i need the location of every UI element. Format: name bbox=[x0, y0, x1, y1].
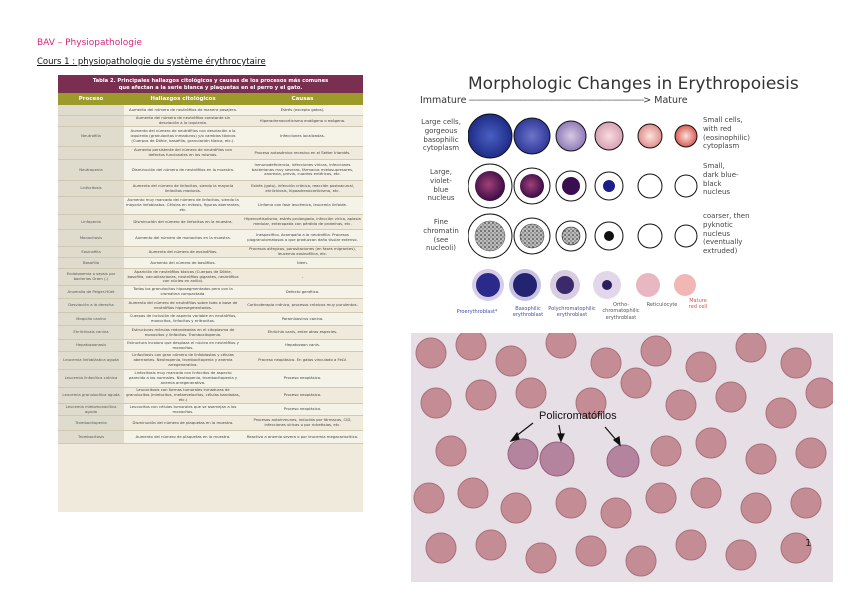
stage-label-orthochromatophilic: Ortho- chromatophilic erythroblast bbox=[602, 302, 640, 321]
cell-causas: Corticoterapia crónica, procesos crónicos muy purulentos. bbox=[247, 302, 358, 308]
nucleus-row bbox=[468, 164, 697, 208]
cell-hallazgos: Aumento del número de neutrófilos constante sin desviación a la izquierda. bbox=[135, 116, 231, 125]
cell-causas: Proceso neoplásico. bbox=[242, 404, 363, 415]
red-blood-cell bbox=[716, 382, 746, 412]
table-row bbox=[58, 388, 363, 404]
red-blood-cell bbox=[436, 436, 466, 466]
table-row bbox=[58, 404, 363, 416]
cell-hallazgos: Estructuras mórulas redondeadas en el citoplasma de monocitos y linfocitos. Trombocitopenia. bbox=[131, 326, 235, 337]
table-row bbox=[58, 313, 363, 326]
red-blood-cell bbox=[516, 378, 546, 408]
cell-hallazgos: Todos los granulocitos hiposegmentados pero con la cromatina compactada. bbox=[124, 286, 242, 298]
table-row bbox=[58, 326, 363, 340]
cell-proceso: Trombocitosis bbox=[58, 431, 124, 443]
cell-proceso: Leucemia linfoblástica aguda bbox=[58, 352, 124, 369]
red-blood-cell bbox=[601, 498, 631, 528]
left-label-cytoplasm: Large cells, gorgeous basophilic cytoplasm bbox=[421, 118, 461, 153]
right-label-nucleus: Small, dark blue- black nucleus bbox=[703, 162, 739, 197]
cell-causas: - bbox=[301, 273, 304, 279]
red-blood-cell bbox=[496, 346, 526, 376]
table-row bbox=[58, 299, 363, 313]
cell-hallazgos: Aumento del número de plaquetas en la muestra. bbox=[124, 431, 242, 443]
cell-hallazgos: Disminución del número de plaquetas en la muestra. bbox=[132, 419, 234, 425]
stage-label-polychromatophilic: Polychromatophilic erythroblast bbox=[548, 306, 596, 319]
table-row bbox=[58, 197, 363, 215]
cell-proceso bbox=[58, 197, 124, 214]
red-blood-cell bbox=[796, 438, 826, 468]
cell-causas: Estrés (gato), infección crónica, reacción postvacunal, ehrlichiosis, hipoadrenocorticismo, etc. bbox=[251, 182, 354, 193]
red-blood-cell bbox=[651, 436, 681, 466]
cell-causas: Estrés (excepto gatos). bbox=[242, 105, 363, 115]
stage-label-proerythroblast: Proerythroblast* bbox=[456, 309, 498, 315]
course-subtitle: Cours 1 : physiopathologie du système érythrocytaire bbox=[37, 57, 266, 67]
page-number: 1 bbox=[805, 538, 812, 549]
cell-hallazgos: Leucocitosis con formas tumorales inmaduras de granulocitos (mielocitos, metamielocitos, células bandadas, etc.) bbox=[126, 388, 240, 402]
red-blood-cell bbox=[546, 333, 576, 358]
cell-proceso: Moquillo canino bbox=[58, 313, 124, 325]
red-blood-cell bbox=[476, 530, 506, 560]
red-blood-cell bbox=[746, 444, 776, 474]
left-label-nucleus: Large, violet- blue nucleus bbox=[427, 168, 455, 203]
cell-proceso bbox=[58, 116, 124, 126]
red-blood-cell bbox=[501, 493, 531, 523]
table-row bbox=[58, 370, 363, 388]
red-blood-cell bbox=[766, 398, 796, 428]
red-blood-cell bbox=[591, 348, 621, 378]
cell-causas: Hepatozoon canis. bbox=[242, 340, 363, 351]
cell-proceso: Monocitosis bbox=[58, 230, 124, 246]
red-blood-cell bbox=[736, 333, 766, 362]
cell-proceso: Leucemia mielomonocítica aguda bbox=[58, 404, 124, 415]
stage-label-mature: Mature red cell bbox=[688, 298, 708, 311]
cell-hallazgos: Aumento del número de neutrófilos con desviación a la izquierda (granulocitos inmaduros) y/o cambios tóxicos (Cuerpos de Döhle, basofilia, granulación tóxica, etc.). bbox=[124, 127, 242, 146]
cell-causas: Reactiva a anemia severa o por leucemia megacariocítica. bbox=[242, 431, 363, 443]
scale-dashes: ------------------------------------------------------------------------ bbox=[466, 95, 644, 106]
cell-proceso: Eosinofilia bbox=[58, 247, 124, 257]
table-row bbox=[58, 286, 363, 299]
table-row bbox=[58, 160, 363, 181]
blood-smear-photo bbox=[411, 333, 833, 582]
red-blood-cell bbox=[576, 536, 606, 566]
course-header: BAV – Physiopathologie bbox=[37, 38, 143, 48]
cell-proceso: Ehrlichiosis canina bbox=[58, 326, 124, 339]
red-blood-cell bbox=[458, 478, 488, 508]
table-title bbox=[58, 75, 363, 93]
cell-hallazgos: Disminución del número de linfocitos en la muestra. bbox=[133, 218, 233, 224]
red-blood-cell bbox=[456, 333, 486, 360]
table-row bbox=[58, 230, 363, 247]
red-blood-cell bbox=[806, 378, 833, 408]
cell-proceso: Leucemia granulocítica aguda bbox=[58, 388, 124, 403]
cell-causas: Procesos autoinmunes, inducida por fármacos, CID, infecciones víricas o por rickettsias, etc. bbox=[253, 417, 352, 427]
red-blood-cell bbox=[466, 380, 496, 410]
cell-hallazgos: Aumento del número de neutrófilos de manera pasajera. bbox=[124, 105, 242, 115]
cell-proceso: Trombocitopenia bbox=[58, 416, 124, 430]
red-blood-cell bbox=[791, 488, 821, 518]
cell-causas: Procesos alérgicos, parasitaciones (en fases migrantes), leucemia eosinofílica, etc. bbox=[249, 247, 356, 256]
cell-hallazgos: Cuerpos de inclusión de aspecto variable en neutrófilos, monocitos, linfocitos y eritrocitos. bbox=[124, 313, 242, 325]
immature-label: Immature bbox=[420, 95, 467, 106]
red-blood-cell bbox=[626, 546, 656, 576]
left-label-chromatin: Fine chromatin (see nucleoli) bbox=[423, 218, 459, 253]
cell-proceso: Desviación a la derecha bbox=[58, 299, 124, 312]
red-blood-cell bbox=[676, 530, 706, 560]
cell-hallazgos: Disminución del número de neutrófilos en la muestra. bbox=[124, 160, 242, 180]
cell-causas: Proceso neoplásico. bbox=[242, 370, 363, 387]
cell-hallazgos: Aumento persistente del número de neutrófilos con defectos funcionales en los mismos. bbox=[133, 147, 233, 157]
red-blood-cell bbox=[416, 338, 446, 368]
cell-proceso: Neutropenia bbox=[58, 160, 124, 180]
red-blood-cell bbox=[646, 483, 676, 513]
cell-causas: Ídem. bbox=[242, 258, 363, 268]
cell-proceso: Hepatozoonosis bbox=[58, 340, 124, 351]
cell-proceso bbox=[58, 105, 124, 115]
findings-table bbox=[58, 75, 363, 512]
mature-label: > Mature bbox=[643, 95, 688, 106]
cell-hallazgos: Aparición de neutrófilos tóxicos (Cuerpos de Döhle, basofilia, vacuolizaciones, neutrófilos gigantes, neutrófilos con núcleo en anillo). bbox=[127, 269, 239, 284]
column-header-proceso: Proceso bbox=[78, 96, 104, 102]
table-row bbox=[58, 416, 363, 431]
red-blood-cell bbox=[641, 336, 671, 366]
cell-hallazgos: Aumento del número de basófilos. bbox=[124, 258, 242, 268]
table-row bbox=[58, 105, 363, 116]
diagram-title: Morphologic Changes in Erythropoiesis bbox=[468, 74, 799, 94]
cell-causas: Linfoma con fase leucémica, leucemia linfoide. bbox=[242, 197, 363, 214]
micrograph-row bbox=[472, 269, 696, 301]
table-row bbox=[58, 258, 363, 269]
red-blood-cell bbox=[426, 533, 456, 563]
red-blood-cell bbox=[666, 390, 696, 420]
cell-causas: Defecto genético. bbox=[242, 286, 363, 298]
cell-causas: Paramixovirus canino. bbox=[242, 313, 363, 325]
table-header bbox=[58, 93, 363, 105]
table-title-line2: que afectan a la serie blanca y plaquetas en el perro y el gato. bbox=[118, 84, 303, 91]
red-blood-cell bbox=[691, 478, 721, 508]
cell-causas: Ehrlichia canis, entre otras especies. bbox=[267, 329, 338, 335]
table-row bbox=[58, 181, 363, 197]
table-row bbox=[58, 247, 363, 258]
cell-proceso: Linfocitosis bbox=[58, 181, 124, 196]
cell-causas: Inespecífico. Acompaña a la neutrofilia. Procesos piogranulomatosos o que produzcan daño tisular extenso. bbox=[242, 230, 363, 246]
table-row bbox=[58, 340, 363, 352]
red-blood-cell bbox=[726, 540, 756, 570]
cell-hallazgos: Leucocitos con células tumorales que se asemejan a los monocitos. bbox=[124, 404, 242, 415]
cell-causas: Hiperadrenocorticismo endógeno o exógeno. bbox=[259, 117, 346, 123]
cell-proceso: Leucemia linfocítica crónica bbox=[58, 370, 124, 387]
cell-causas: Proceso autosómico recesivo en el Setter Irlandés. bbox=[254, 149, 351, 155]
maturity-scale bbox=[420, 95, 688, 106]
polychromatophils-label: Policromatófilos bbox=[539, 410, 617, 422]
right-label-chromatin: coarser, then pyknotic nucleus (eventually extruded) bbox=[703, 212, 750, 255]
table-body bbox=[58, 105, 363, 444]
table-row bbox=[58, 431, 363, 444]
red-blood-cell bbox=[781, 348, 811, 378]
cell-proceso: Endotoxemia o sepsis por bacterias Gram (-) bbox=[58, 269, 124, 285]
cell-proceso: Linfopenia bbox=[58, 215, 124, 229]
stage-label-basophilic: Basophilic erythroblast bbox=[512, 306, 544, 319]
table-row bbox=[58, 269, 363, 286]
chromatin-row bbox=[468, 214, 697, 258]
cell-hallazgos: Aumento del número de neutrófilos sobre todo a base de neutrófilos hipersegmentados. bbox=[128, 299, 238, 310]
cell-causas: Infecciones localizadas. bbox=[242, 127, 363, 146]
cell-hallazgos: Aumento del número de linfocitos, siendo la mayoría linfocitos maduros. bbox=[132, 182, 234, 193]
cell-causas: Proceso neoplásico. En gatos vinculado a FeLV. bbox=[258, 357, 347, 363]
table-row bbox=[58, 116, 363, 127]
cell-proceso: Basofilia bbox=[58, 258, 124, 268]
red-blood-cell bbox=[741, 493, 771, 523]
red-blood-cell bbox=[421, 388, 451, 418]
cytoplasm-row bbox=[468, 114, 697, 158]
cell-hallazgos: Linfocitosis muy marcada con linfocitos de aspecto parecido a los normales. Neutropenia, trombocitopenia y anemia arregenerativa. bbox=[124, 370, 242, 387]
cell-causas: Hipercortisolismo, estrés prolongado, infección vírica, aplasia medular, enteropatía con pérdida de proteínas, etc. bbox=[244, 216, 361, 226]
table-row bbox=[58, 215, 363, 230]
erythropoiesis-diagram bbox=[468, 110, 700, 320]
red-blood-cell bbox=[621, 368, 651, 398]
column-header-causas: Causas bbox=[291, 96, 314, 102]
red-blood-cell bbox=[686, 352, 716, 382]
cell-proceso: Neutrofilia bbox=[58, 127, 124, 146]
cell-hallazgos: Aumento del número de monocitos en la muestra. bbox=[124, 230, 242, 246]
cell-causas: Proceso neoplásico. bbox=[283, 392, 322, 398]
red-blood-cell bbox=[556, 488, 586, 518]
cell-hallazgos: Aumento del número de eosinófilos. bbox=[148, 248, 218, 254]
cell-hallazgos: Linfocitosis con gran número de linfoblastos y células aberrantes. Neutropenia, trombocitopenia y anemia arregenerativa. bbox=[132, 352, 234, 367]
table-row bbox=[58, 352, 363, 370]
red-blood-cell bbox=[526, 543, 556, 573]
cell-hallazgos: Aumento muy marcado del número de linfocitos, siendo la mayoría linfoblastos. Células en mitosis, figuras aberrantes, etc. bbox=[124, 197, 242, 214]
cell-hallazgos: Estructura incolora que desplaza el núcleo en neutrófilos y monocitos. bbox=[124, 340, 242, 351]
red-blood-cell bbox=[696, 428, 726, 458]
cell-causas: Inmunodeficiencia, infecciones víricas, infecciones bacterianas muy severas, fármacos mielosupresores, anorexia, previa, cuadros entéricos, etc. bbox=[242, 160, 363, 180]
table-row bbox=[58, 147, 363, 160]
right-label-cytoplasm: Small cells, with red (eosinophilic) cytoplasm bbox=[703, 116, 750, 151]
cell-proceso bbox=[58, 147, 124, 159]
table-row bbox=[58, 127, 363, 147]
cell-proceso: Anomalía de Pelger-Hüet bbox=[58, 286, 124, 298]
table-title-line1: Tabla 2. Principales hallazgos citológicos y causas de los procesos más comunes bbox=[92, 78, 329, 84]
red-blood-cell bbox=[414, 483, 444, 513]
stage-label-reticulocyte: Reticulocyte bbox=[646, 302, 678, 308]
column-header-hallazgos: Hallazgos citológicos bbox=[150, 96, 216, 102]
